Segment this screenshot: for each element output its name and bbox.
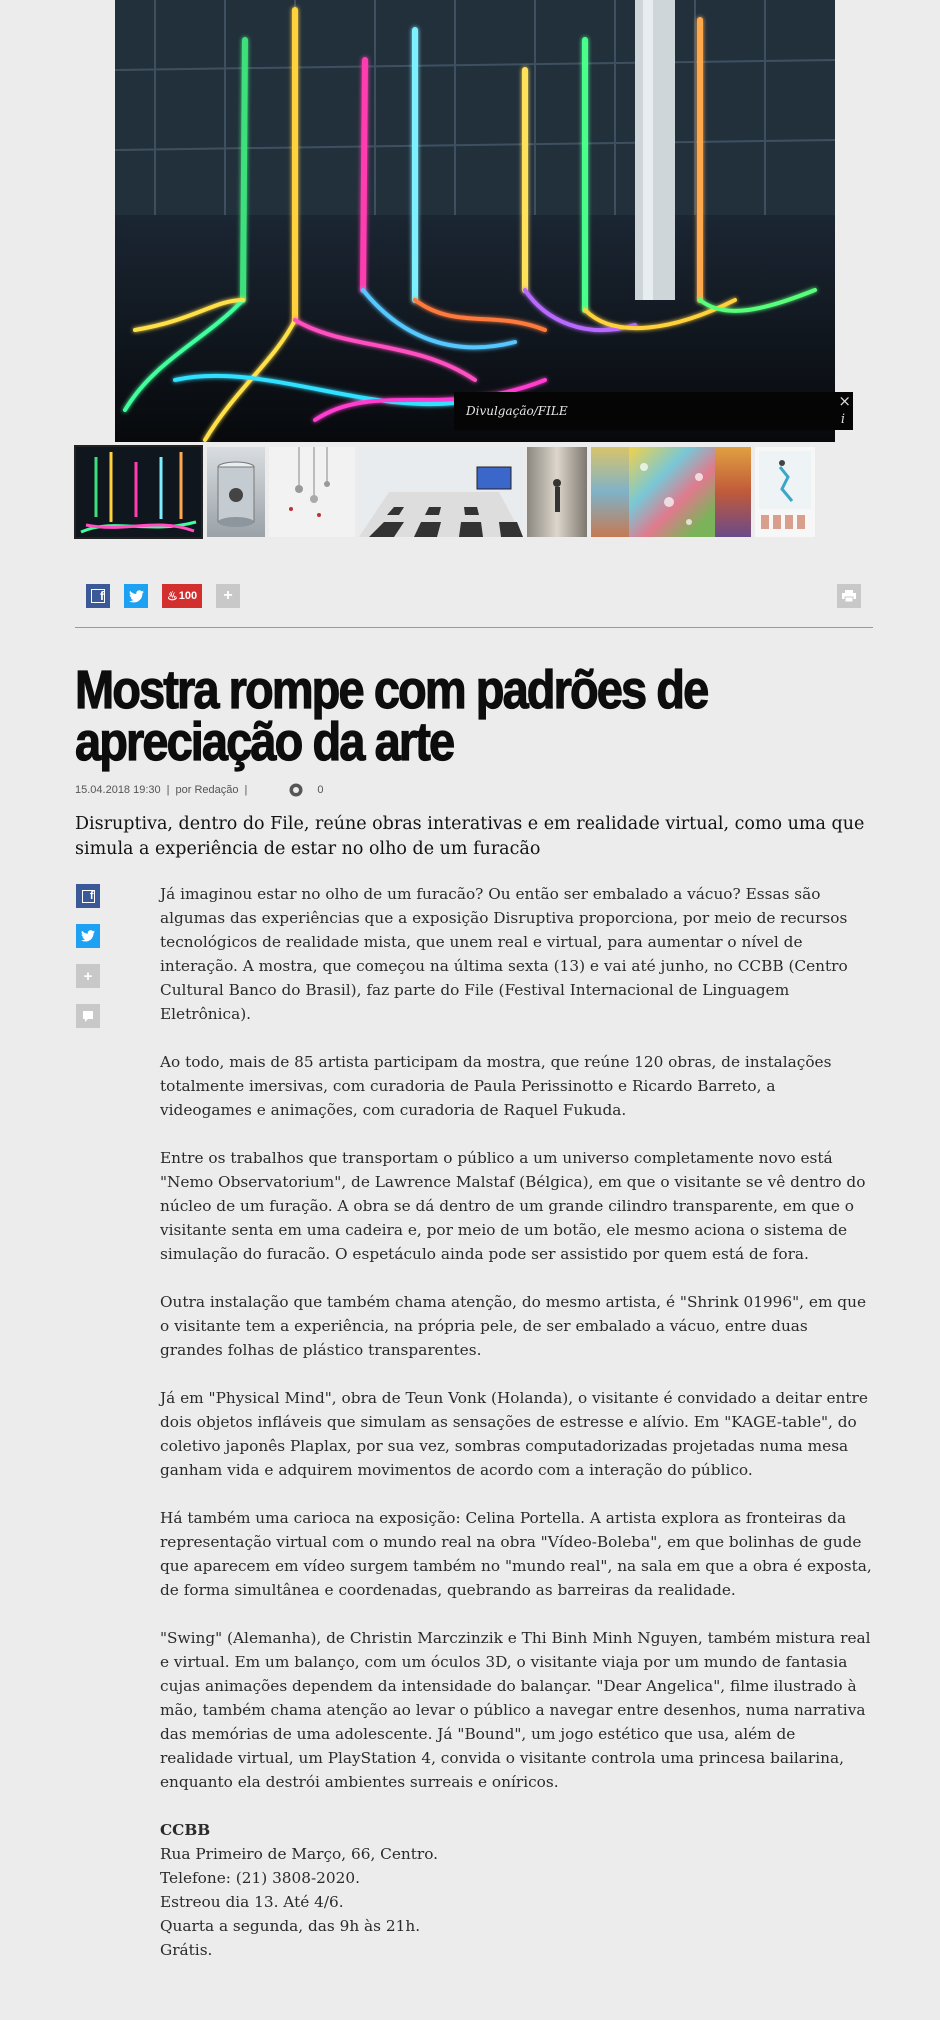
venue-dates: Estreou dia 13. Até 4/6. bbox=[160, 1893, 344, 1911]
thumbnail-9[interactable] bbox=[755, 447, 815, 537]
paragraph: Entre os trabalhos que transportam o público a um universo completamente novo está "Nemo Observatorium", de Lawrence Malstaf (Bélgica), em que o visitante se vê dentro do núcleo de um furação. A obra se dá dentro de um grande cilindro transparente, em que o visitante senta em uma cadeira e, por meio de um botão, ele mesmo aciona o sistema de simulação do furacão. O espetáculo ainda pode ser assistido por quem está de fora. bbox=[160, 1149, 866, 1263]
side-twitter-button[interactable] bbox=[76, 924, 100, 948]
more-share-button[interactable] bbox=[216, 584, 240, 608]
facebook-icon: f bbox=[82, 890, 95, 903]
twitter-icon bbox=[129, 590, 144, 603]
twitter-icon bbox=[81, 930, 95, 942]
thumbnail-4[interactable] bbox=[359, 447, 523, 537]
paragraph: Há também uma carioca na exposição: Celina Portella. A artista explora as fronteiras da representação virtual com o mundo real na obra "Vídeo-Boleba", em que bolinhas de gude que aparecem em vídeo surgem também no "mundo real", na sala em que a obra é exposta, de forma simultânea e coordenadas, quebrando as barreiras da realidade. bbox=[160, 1509, 872, 1599]
facebook-icon: f bbox=[91, 589, 105, 603]
paragraph: Ao todo, mais de 85 artista participam da mostra, que reúne 120 obras, de instalações totalmente imersivas, com curadoria de Paula Perissinotto e Ricardo Barreto, a videogames e animações, com curadoria de Raquel Fukuda. bbox=[160, 1053, 832, 1119]
paragraph: Já em "Physical Mind", obra de Teun Vonk (Holanda), o visitante é convidado a deitar entre dois objetos infláveis que simulam as sensações de estresse e alívio. Em "KAGE-table", do coletivo japonês Plaplax, por sua vez, sombras computadorizadas projetadas numa mesa ganham vida e adquirem movimentos de acordo com a interação do público. bbox=[160, 1389, 868, 1479]
paragraph: "Swing" (Alemanha), de Christin Marczinzik e Thi Binh Minh Nguyen, também mistura real e virtual. Em um balanço, com um óculos 3D, o visitante viaja por um mundo de fantasia cujas animações dependem da intensidade do balançar. "Dear Angelica", filme ilustrado à mão, também chama atenção ao levar o público a navegar entre desenhos, numa narrativa das memórias de uma adolescente. Já "Bound", um jogo estético que usa, além de realidade virtual, um PlayStation 4, convida o visitante controla uma princesa bailarina, enquanto ela destrói ambientes surreais e oníricos. bbox=[160, 1629, 871, 1791]
comment-bubble-icon bbox=[82, 1010, 94, 1022]
print-icon bbox=[842, 590, 856, 602]
article-meta bbox=[75, 782, 323, 798]
venue-price: Grátis. bbox=[160, 1941, 213, 1959]
thumbnail-2[interactable] bbox=[207, 447, 265, 537]
counter-value: 100 bbox=[178, 590, 198, 602]
plus-icon: + bbox=[83, 967, 93, 985]
popularity-counter[interactable] bbox=[162, 584, 202, 608]
caption-text: Divulgação/FILE bbox=[466, 404, 568, 418]
gallery-thumbnails bbox=[75, 447, 815, 537]
share-bar bbox=[75, 584, 873, 614]
meta-separator: | bbox=[166, 784, 170, 796]
thumbnail-7[interactable] bbox=[629, 447, 715, 537]
flame-icon: ♨ bbox=[166, 589, 178, 603]
thumbnail-8[interactable] bbox=[715, 447, 751, 537]
side-more-button[interactable] bbox=[76, 964, 100, 988]
article-body bbox=[160, 882, 872, 1962]
hero-image bbox=[115, 0, 835, 442]
print-button[interactable] bbox=[837, 584, 861, 608]
publish-date: 15.04.2018 19:30 bbox=[75, 784, 161, 796]
thumbnail-1[interactable] bbox=[76, 447, 201, 537]
venue-info bbox=[160, 1818, 872, 1962]
side-comment-button[interactable] bbox=[76, 1004, 100, 1028]
led-installation-photo bbox=[115, 0, 835, 442]
share-divider bbox=[75, 627, 873, 628]
thumbnail-5[interactable] bbox=[527, 447, 587, 537]
author-name[interactable]: por Redação bbox=[175, 784, 239, 796]
image-caption-box bbox=[454, 392, 853, 430]
venue-address: Rua Primeiro de Março, 66, Centro. bbox=[160, 1845, 439, 1863]
venue-phone: Telefone: (21) 3808-2020. bbox=[160, 1869, 360, 1887]
venue-name: CCBB bbox=[160, 1821, 211, 1839]
comment-icon[interactable] bbox=[289, 783, 303, 797]
page-title: Mostra rompe com padrões de apreciação da arte bbox=[75, 660, 708, 772]
side-facebook-button[interactable] bbox=[76, 884, 100, 908]
facebook-share-button[interactable] bbox=[86, 584, 110, 608]
meta-separator: | bbox=[244, 784, 248, 796]
venue-hours: Quarta a segunda, das 9h às 21h. bbox=[160, 1917, 421, 1935]
thumbnail-6[interactable] bbox=[591, 447, 629, 537]
paragraph: Outra instalação que também chama atenção, do mesmo artista, é "Shrink 01996", em que o visitante tem a experiência, na própria pele, de ser embalado a vácuo, entre duas grandes folhas de plástico transparentes. bbox=[160, 1293, 867, 1359]
article-subtitle: Disruptiva, dentro do File, reúne obras interativas e em realidade virtual, como uma que simula a experiência de estar no olho de um furacão bbox=[75, 814, 865, 859]
comment-count[interactable]: 0 bbox=[317, 784, 324, 796]
info-icon[interactable]: i bbox=[840, 412, 845, 427]
twitter-share-button[interactable] bbox=[124, 584, 148, 608]
paragraph: Já imaginou estar no olho de um furacão? Ou então ser embalado a vácuo? Essas são algumas das experiências que a exposição Disruptiva proporciona, por meio de recursos tecnológicos de realidade mista, que unem real e virtual, para aumentar o nível de interação. A mostra, que começou na última sexta (13) e vai até junho, no CCBB (Centro Cultural Banco do Brasil), faz parte do File (Festival Internacional de Linguagem Eletrônica). bbox=[160, 885, 848, 1023]
close-icon[interactable]: × bbox=[838, 392, 851, 410]
plus-icon: + bbox=[223, 587, 233, 604]
thumbnail-3[interactable] bbox=[269, 447, 355, 537]
